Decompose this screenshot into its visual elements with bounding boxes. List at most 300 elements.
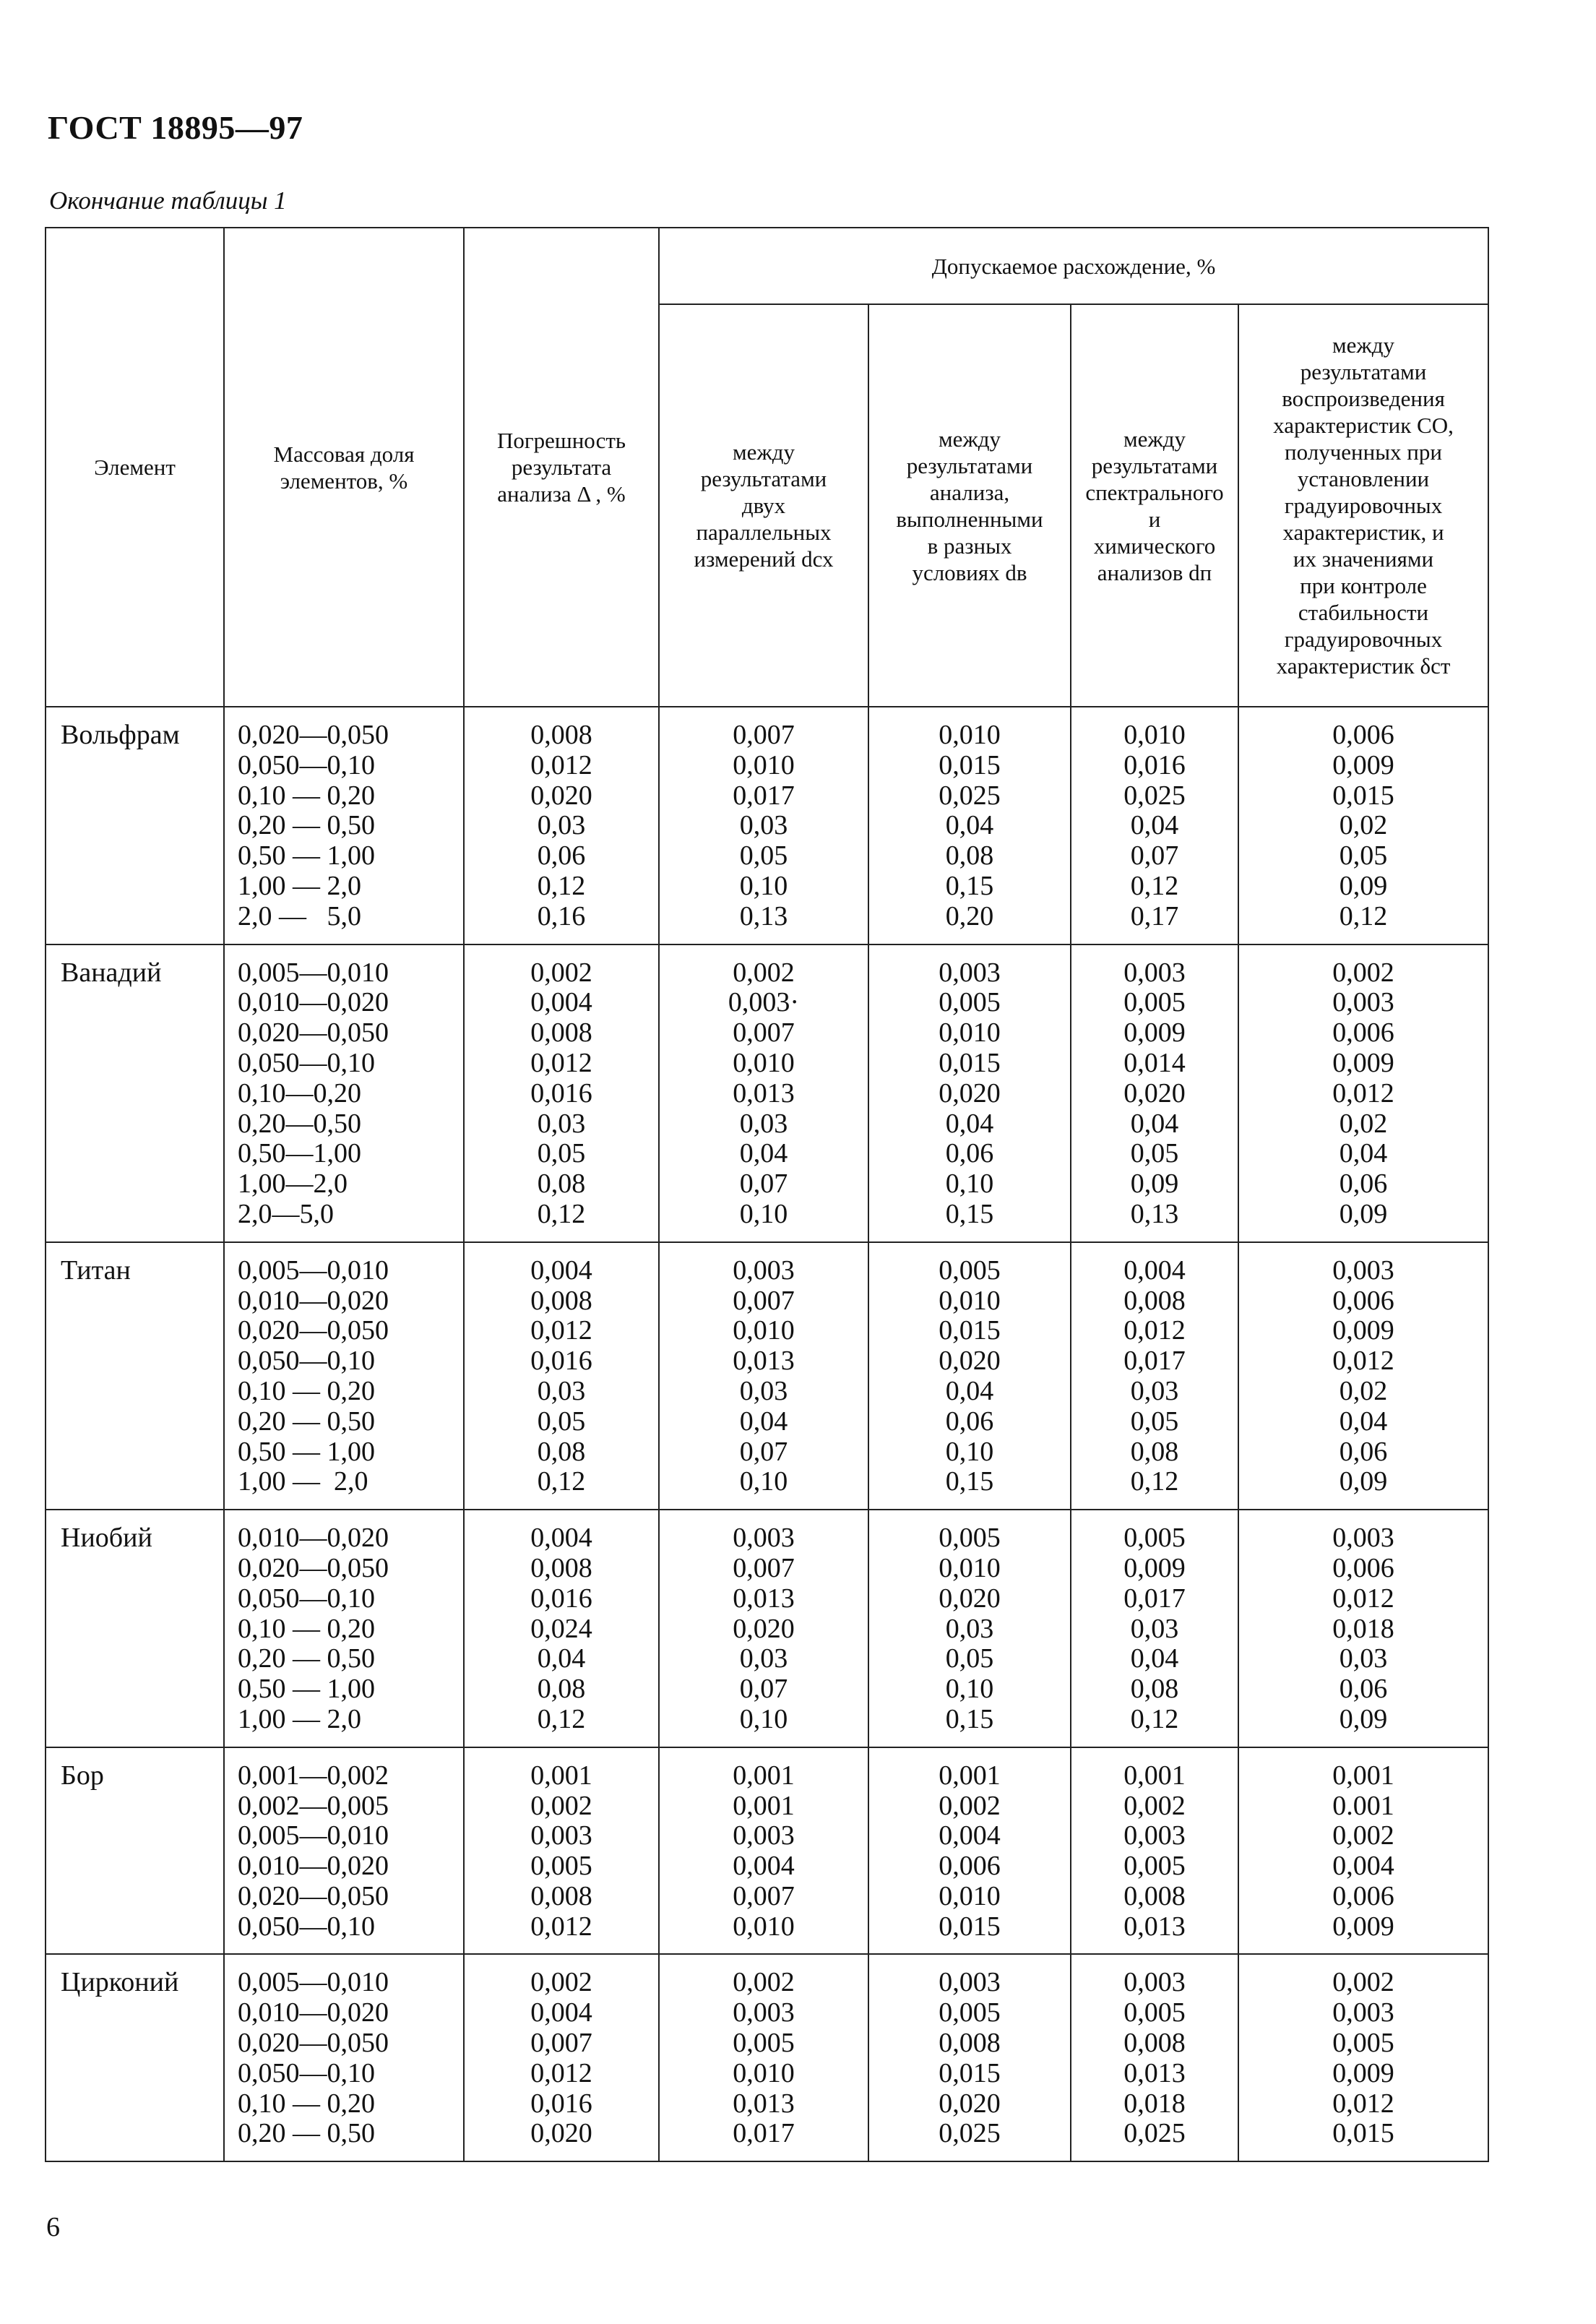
cell-value: 0,002 [530, 1967, 592, 1998]
cell-value: 0,004 [733, 1851, 795, 1882]
cell-value: 0,12 [1130, 1466, 1179, 1497]
cell-value: 0,04 [945, 810, 994, 841]
cell-value: 0,08 [1130, 1674, 1179, 1705]
cell-value: 0,007 [733, 720, 795, 750]
mass-fraction-cell [224, 1954, 464, 2161]
cell-value: 0,020—0,050 [238, 720, 389, 750]
cell-value: 0,08 [537, 1169, 586, 1200]
cell-value: 0,04 [1339, 1138, 1388, 1169]
cell-value: 0,005—0,010 [238, 1820, 389, 1851]
cell-value: 0,012 [1123, 1315, 1186, 1346]
d-p-cell [1071, 944, 1238, 1242]
element-name-cell: Бор [46, 1747, 224, 1955]
error-cell [464, 944, 659, 1242]
cell-value: 0,013 [1123, 1911, 1186, 1942]
cell-value: 0,03 [945, 1613, 994, 1644]
cell-value: 0,07 [739, 1674, 788, 1705]
cell-value: 0,05 [945, 1643, 994, 1674]
table-row [46, 707, 1488, 944]
cell-value: 0,008 [530, 1017, 592, 1049]
cell-value: 0,004 [530, 1997, 592, 2028]
cell-value: 0,03 [739, 1108, 788, 1139]
cell-value: 0,002—0,005 [238, 1790, 389, 1821]
cell-value: 0,07 [1130, 840, 1179, 872]
cell-value: 1,00 — 2,0 [238, 1466, 368, 1497]
error-cell [464, 707, 659, 944]
cell-value: 0,001 [530, 1760, 592, 1791]
cell-value: 0,003 [1332, 1997, 1394, 2028]
cell-value: 0,15 [945, 870, 994, 901]
cell-value: 0,050—0,10 [238, 2057, 375, 2088]
cell-value: 0,06 [945, 1406, 994, 1437]
cell-value: 0,20 — 0,50 [238, 1406, 375, 1437]
header-d-v: между результатами анализа, выполненными в разных условиях dв [868, 304, 1071, 707]
cell-value: 0,08 [945, 840, 994, 872]
cell-value: 0,050—0,10 [238, 1911, 375, 1942]
cell-value: 0,003 [1332, 1523, 1394, 1554]
cell-value: 0,020—0,050 [238, 1880, 389, 1911]
cell-value: 0,003 [1123, 1967, 1186, 1998]
cell-value: 0.001 [1332, 1790, 1394, 1821]
d-p-cell [1071, 1747, 1238, 1955]
cell-value: 0,017 [733, 780, 795, 811]
cell-value: 0,010 [1123, 720, 1186, 750]
cell-value: 0,10 [945, 1674, 994, 1705]
cell-value: 0,006 [1332, 1880, 1394, 1911]
header-mass-fraction: Массовая доля элементов, % [224, 228, 464, 707]
cell-value: 0,015 [939, 1911, 1001, 1942]
d-p-cell [1071, 707, 1238, 944]
cell-value: 0,003 [1332, 987, 1394, 1018]
cell-value: 0,010 [733, 749, 795, 780]
header-allowed-discrepancy: Допускаемое расхождение, % [659, 228, 1488, 304]
table-caption: Окончание таблицы 1 [49, 186, 287, 215]
document-title: ГОСТ 18895—97 [48, 109, 303, 146]
cell-value: 0,020—0,050 [238, 2028, 389, 2059]
cell-value: 0,003 [733, 1997, 795, 2028]
cell-value: 0,10 [739, 1703, 788, 1734]
table-row [46, 1747, 1488, 1955]
cell-value: 0,015 [939, 749, 1001, 780]
cell-value: 0,001 [733, 1790, 795, 1821]
cell-value: 0,10 [739, 870, 788, 901]
cell-value: 0,003 [939, 1967, 1001, 1998]
cell-value: 0,008 [1123, 1285, 1186, 1316]
cell-value: 0,020 [939, 2088, 1001, 2119]
cell-value: 0,020 [939, 1583, 1001, 1614]
cell-value: 0,04 [1130, 1643, 1179, 1674]
cell-value: 0,050—0,10 [238, 1583, 375, 1614]
cell-value: 1,00 — 2,0 [238, 1703, 361, 1734]
cell-value: 0,007 [733, 1017, 795, 1049]
cell-value: 0,015 [939, 1047, 1001, 1078]
cell-value: 0,020 [939, 1346, 1001, 1377]
cell-value: 0,06 [945, 1138, 994, 1169]
cell-value: 0,015 [939, 1315, 1001, 1346]
cell-value: 0,50 — 1,00 [238, 1436, 375, 1467]
cell-value: 0,20 [945, 900, 994, 931]
cell-value: 0,012 [530, 1911, 592, 1942]
cell-value: 0,012 [1332, 1346, 1394, 1377]
mass-fraction-cell [224, 1242, 464, 1510]
d-sx-cell [659, 1954, 868, 2161]
cell-value: 0,006 [1332, 1017, 1394, 1049]
cell-value: 0,004 [1123, 1254, 1186, 1286]
cell-value: 0,010 [733, 2057, 795, 2088]
cell-value: 0,008 [530, 1285, 592, 1316]
cell-value: 0,002 [733, 957, 795, 988]
d-sx-cell [659, 707, 868, 944]
cell-value: 0,05 [537, 1138, 586, 1169]
error-cell [464, 1242, 659, 1510]
cell-value: 0,15 [945, 1466, 994, 1497]
cell-value: 0,013 [733, 1346, 795, 1377]
cell-value: 0,12 [1130, 1703, 1179, 1734]
cell-value: 0,050—0,10 [238, 1047, 375, 1078]
cell-value: 0,005 [939, 1997, 1001, 2028]
cell-value: 0,04 [945, 1375, 994, 1406]
d-v-cell [868, 707, 1071, 944]
cell-value: 0,004 [939, 1820, 1001, 1851]
element-name-cell: Цирконий [46, 1954, 224, 2161]
cell-value: 0,005—0,010 [238, 1967, 389, 1998]
header-delta-st: между результатами воспроизведения характеристик СО, полученных при установлении градуировочных характеристик, и их значениями при контроле стабильности градуировочных характеристик δст [1238, 304, 1488, 707]
cell-value: 0,008 [939, 2028, 1001, 2059]
cell-value: 0,012 [530, 1047, 592, 1078]
cell-value: 0,050—0,10 [238, 1346, 375, 1377]
d-sx-cell [659, 1510, 868, 1747]
cell-value: 0,15 [945, 1703, 994, 1734]
cell-value: 0,007 [733, 1285, 795, 1316]
element-name-cell: Титан [46, 1242, 224, 1510]
cell-value: 0,10 — 0,20 [238, 1375, 375, 1406]
cell-value: 0,50—1,00 [238, 1138, 361, 1169]
cell-value: 0,020 [733, 1613, 795, 1644]
header-element: Элемент [46, 228, 224, 707]
cell-value: 0,009 [1332, 2057, 1394, 2088]
cell-value: 0,006 [1332, 1285, 1394, 1316]
cell-value: 0,005 [939, 1254, 1001, 1286]
cell-value: 0,004 [1332, 1851, 1394, 1882]
cell-value: 0,13 [1130, 1198, 1179, 1229]
cell-value: 0,009 [1332, 1911, 1394, 1942]
cell-value: 0,008 [530, 720, 592, 750]
cell-value: 0,003 [1123, 957, 1186, 988]
cell-value: 0,07 [739, 1436, 788, 1467]
cell-value: 0,10—0,20 [238, 1077, 361, 1109]
cell-value: 0,005 [1123, 987, 1186, 1018]
cell-value: 0,03 [1130, 1375, 1179, 1406]
cell-value: 0,03 [1339, 1643, 1388, 1674]
cell-value: 1,00 — 2,0 [238, 870, 361, 901]
cell-value: 0,50 — 1,00 [238, 1674, 375, 1705]
cell-value: 0,03 [537, 1375, 586, 1406]
error-cell [464, 1510, 659, 1747]
cell-value: 0,020—0,050 [238, 1017, 389, 1049]
table-row [46, 1242, 1488, 1510]
cell-value: 0,001 [1123, 1760, 1186, 1791]
cell-value: 0,005 [1332, 2028, 1394, 2059]
cell-value: 0,07 [739, 1169, 788, 1200]
cell-value: 0,005 [1123, 1523, 1186, 1554]
cell-value: 0,003· [728, 987, 800, 1018]
cell-value: 0,013 [733, 1077, 795, 1109]
cell-value: 0,05 [537, 1406, 586, 1437]
cell-value: 0,010 [939, 720, 1001, 750]
cell-value: 0,03 [537, 1108, 586, 1139]
cell-value: 0,013 [733, 2088, 795, 2119]
cell-value: 0,017 [1123, 1583, 1186, 1614]
cell-value: 0,003 [733, 1820, 795, 1851]
cell-value: 0,002 [733, 1967, 795, 1998]
cell-value: 0,010 [939, 1880, 1001, 1911]
cell-value: 0,008 [1123, 1880, 1186, 1911]
cell-value: 0,010 [939, 1552, 1001, 1583]
cell-value: 0,007 [733, 1552, 795, 1583]
cell-value: 0,12 [1339, 900, 1388, 931]
cell-value: 0,012 [530, 1315, 592, 1346]
cell-value: 0,018 [1123, 2088, 1186, 2119]
cell-value: 0,020 [1123, 1077, 1186, 1109]
cell-value: 0,05 [739, 840, 788, 872]
cell-value: 0,025 [939, 2118, 1001, 2149]
cell-value: 0,12 [1130, 870, 1179, 901]
cell-value: 0,003 [733, 1523, 795, 1554]
delta-st-cell [1238, 1510, 1488, 1747]
cell-value: 0,009 [1123, 1017, 1186, 1049]
error-cell [464, 1747, 659, 1955]
cell-value: 0,009 [1332, 1047, 1394, 1078]
cell-value: 0,002 [1332, 1967, 1394, 1998]
delta-st-cell [1238, 944, 1488, 1242]
cell-value: 0,005 [1123, 1997, 1186, 2028]
cell-value: 0,002 [530, 957, 592, 988]
cell-value: 0,012 [530, 749, 592, 780]
cell-value: 0,014 [1123, 1047, 1186, 1078]
element-name-cell: Ниобий [46, 1510, 224, 1747]
cell-value: 0,012 [530, 2057, 592, 2088]
cell-value: 0,05 [1339, 840, 1388, 872]
cell-value: 2,0 — 5,0 [238, 900, 361, 931]
cell-value: 0,06 [1339, 1674, 1388, 1705]
cell-value: 0,001 [939, 1760, 1001, 1791]
cell-value: 0,008 [530, 1552, 592, 1583]
cell-value: 0,12 [537, 1703, 586, 1734]
cell-value: 0,12 [537, 1466, 586, 1497]
cell-value: 0,10 [945, 1436, 994, 1467]
cell-value: 0,010—0,020 [238, 1997, 389, 2028]
cell-value: 0,20 — 0,50 [238, 2118, 375, 2149]
delta-st-cell [1238, 1747, 1488, 1955]
mass-fraction-cell [224, 1747, 464, 1955]
cell-value: 0,04 [537, 1643, 586, 1674]
cell-value: 0,02 [1339, 1108, 1388, 1139]
cell-value: 0,003 [1332, 1254, 1394, 1286]
mass-fraction-cell [224, 707, 464, 944]
delta-st-cell [1238, 1242, 1488, 1510]
cell-value: 0,002 [1332, 1820, 1394, 1851]
cell-value: 0,09 [1339, 870, 1388, 901]
cell-value: 0,06 [1339, 1169, 1388, 1200]
cell-value: 0,04 [739, 1406, 788, 1437]
cell-value: 0,010 [939, 1017, 1001, 1049]
d-p-cell [1071, 1242, 1238, 1510]
cell-value: 0,03 [537, 810, 586, 841]
cell-value: 0,03 [739, 810, 788, 841]
cell-value: 0,008 [1123, 2028, 1186, 2059]
d-v-cell [868, 1747, 1071, 1955]
cell-value: 0,016 [530, 1583, 592, 1614]
cell-value: 0,006 [939, 1851, 1001, 1882]
page-number: 6 [46, 2212, 60, 2242]
cell-value: 0,004 [530, 1254, 592, 1286]
cell-value: 0,04 [1339, 1406, 1388, 1437]
cell-value: 0,12 [537, 1198, 586, 1229]
cell-value: 0,016 [530, 1346, 592, 1377]
cell-value: 0,002 [1123, 1790, 1186, 1821]
element-name-cell: Вольфрам [46, 707, 224, 944]
cell-value: 0,005 [733, 2028, 795, 2059]
cell-value: 0,013 [733, 1583, 795, 1614]
cell-value: 0,025 [1123, 780, 1186, 811]
cell-value: 0,020 [939, 1077, 1001, 1109]
cell-value: 0,020 [530, 780, 592, 811]
cell-value: 0,010—0,020 [238, 1523, 389, 1554]
d-p-cell [1071, 1510, 1238, 1747]
cell-value: 0,004 [530, 987, 592, 1018]
mass-fraction-cell [224, 944, 464, 1242]
cell-value: 0,012 [1332, 2088, 1394, 2119]
cell-value: 0,020—0,050 [238, 1552, 389, 1583]
d-v-cell [868, 1510, 1071, 1747]
cell-value: 0,06 [537, 840, 586, 872]
header-d-sx: между результатами двух параллельных измерений dсх [659, 304, 868, 707]
d-p-cell [1071, 1954, 1238, 2161]
cell-value: 0,04 [945, 1108, 994, 1139]
cell-value: 0,02 [1339, 810, 1388, 841]
cell-value: 0,002 [1332, 957, 1394, 988]
cell-value: 0,005—0,010 [238, 1254, 389, 1286]
element-name-cell: Ванадий [46, 944, 224, 1242]
cell-value: 0,006 [1332, 1552, 1394, 1583]
cell-value: 0,04 [1130, 810, 1179, 841]
cell-value: 0,007 [733, 1880, 795, 1911]
cell-value: 0,020—0,050 [238, 1315, 389, 1346]
cell-value: 0,08 [537, 1436, 586, 1467]
cell-value: 0,004 [530, 1523, 592, 1554]
cell-value: 0,10 [739, 1198, 788, 1229]
cell-value: 0,12 [537, 870, 586, 901]
table-row [46, 1954, 1488, 2161]
d-sx-cell [659, 1242, 868, 1510]
cell-value: 0,04 [739, 1138, 788, 1169]
table-row [46, 944, 1488, 1242]
cell-value: 0,010 [733, 1315, 795, 1346]
cell-value: 0,03 [1130, 1613, 1179, 1644]
cell-value: 0,016 [530, 1077, 592, 1109]
cell-value: 0,009 [1332, 1315, 1394, 1346]
cell-value: 0,08 [537, 1674, 586, 1705]
cell-value: 0,04 [1130, 1108, 1179, 1139]
cell-value: 0,002 [530, 1790, 592, 1821]
cell-value: 0,10 — 0,20 [238, 2088, 375, 2119]
cell-value: 0,02 [1339, 1375, 1388, 1406]
cell-value: 0,020 [530, 2118, 592, 2149]
cell-value: 0,009 [1123, 1552, 1186, 1583]
cell-value: 0,050—0,10 [238, 749, 375, 780]
cell-value: 0,001 [733, 1760, 795, 1791]
cell-value: 0,09 [1130, 1169, 1179, 1200]
header-error: Погрешность результата анализа Δ , % [464, 228, 659, 707]
d-v-cell [868, 944, 1071, 1242]
cell-value: 0,017 [1123, 1346, 1186, 1377]
cell-value: 0,001—0,002 [238, 1760, 389, 1791]
cell-value: 0,17 [1130, 900, 1179, 931]
table-row [46, 1510, 1488, 1747]
delta-st-cell [1238, 1954, 1488, 2161]
cell-value: 0,05 [1130, 1406, 1179, 1437]
cell-value: 0,016 [530, 2088, 592, 2119]
cell-value: 0,15 [945, 1198, 994, 1229]
cell-value: 0,13 [739, 900, 788, 931]
cell-value: 0,010—0,020 [238, 1851, 389, 1882]
cell-value: 0,008 [530, 1880, 592, 1911]
cell-value: 0,10 — 0,20 [238, 1613, 375, 1644]
cell-value: 0,003 [733, 1254, 795, 1286]
cell-value: 0,017 [733, 2118, 795, 2149]
cell-value: 0,20—0,50 [238, 1108, 361, 1139]
cell-value: 0,009 [1332, 749, 1394, 780]
cell-value: 0,010—0,020 [238, 987, 389, 1018]
cell-value: 0,03 [739, 1643, 788, 1674]
cell-value: 0,003 [1123, 1820, 1186, 1851]
cell-value: 0,003 [530, 1820, 592, 1851]
cell-value: 0,001 [1332, 1760, 1394, 1791]
cell-value: 0,20 — 0,50 [238, 810, 375, 841]
cell-value: 0,005 [1123, 1851, 1186, 1882]
cell-value: 0,005—0,010 [238, 957, 389, 988]
cell-value: 0,024 [530, 1613, 592, 1644]
cell-value: 0,015 [1332, 2118, 1394, 2149]
cell-value: 0,010 [939, 1285, 1001, 1316]
cell-value: 0,10 [945, 1169, 994, 1200]
cell-value: 0,010 [733, 1047, 795, 1078]
cell-value: 0,005 [939, 987, 1001, 1018]
error-cell [464, 1954, 659, 2161]
cell-value: 0,16 [537, 900, 586, 931]
cell-value: 1,00—2,0 [238, 1169, 348, 1200]
header-d-p: между результатами спектрального и химического анализов dп [1071, 304, 1238, 707]
mass-fraction-cell [224, 1510, 464, 1747]
table-body [46, 707, 1488, 2161]
cell-value: 0,015 [939, 2057, 1001, 2088]
d-sx-cell [659, 944, 868, 1242]
cell-value: 0,002 [939, 1790, 1001, 1821]
cell-value: 0,005 [939, 1523, 1001, 1554]
cell-value: 0,09 [1339, 1466, 1388, 1497]
cell-value: 0,015 [1332, 780, 1394, 811]
cell-value: 0,012 [1332, 1077, 1394, 1109]
cell-value: 0,025 [939, 780, 1001, 811]
cell-value: 0,03 [739, 1375, 788, 1406]
cell-value: 0,05 [1130, 1138, 1179, 1169]
cell-value: 0,012 [1332, 1583, 1394, 1614]
cell-value: 0,09 [1339, 1703, 1388, 1734]
cell-value: 0,005 [530, 1851, 592, 1882]
cell-value: 0,10 [739, 1466, 788, 1497]
cell-value: 0,08 [1130, 1436, 1179, 1467]
delta-st-cell [1238, 707, 1488, 944]
